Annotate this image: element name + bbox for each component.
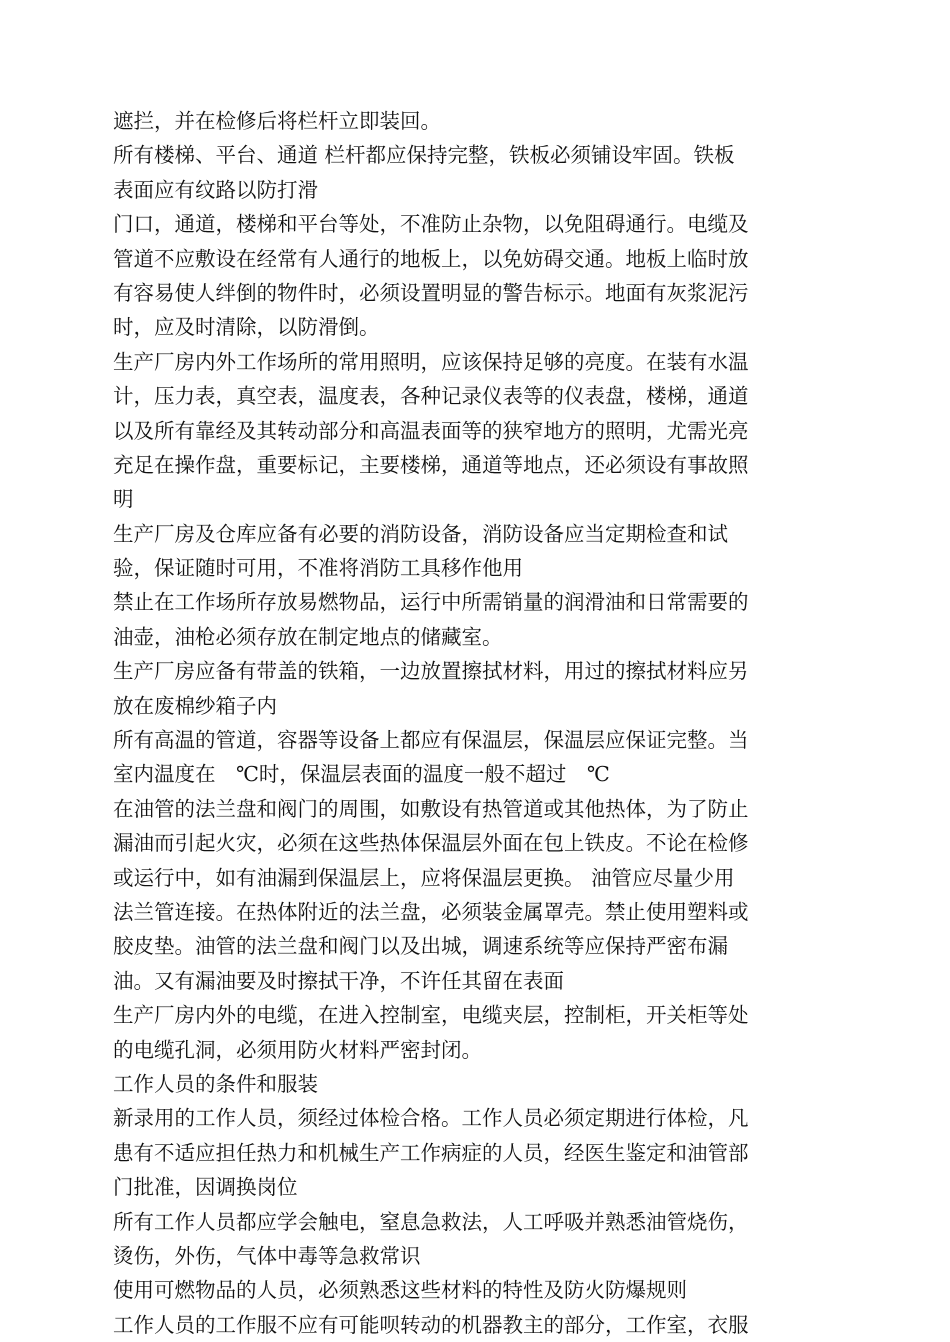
text-line: 油壶，油枪必须存放在制定地点的储藏室。: [113, 624, 503, 649]
text-line: 生产厂房内外的电缆，在进入控制室，电缆夹层，控制柜，开关柜等处: [113, 1003, 749, 1028]
text-line: 门口，通道，楼梯和平台等处，不准防止杂物，以免阻碍通行。电缆及: [113, 212, 749, 237]
text-line: 放在废棉纱箱子内: [113, 693, 277, 718]
text-line: 在油管的法兰盘和阀门的周围，如敷设有热管道或其他热体，为了防止: [113, 796, 749, 821]
text-line: 生产厂房及仓库应备有必要的消防设备，消防设备应当定期检查和试: [113, 521, 728, 546]
text-line: 门批准，因调换岗位: [113, 1175, 298, 1200]
text-line: 或运行中，如有油漏到保温层上，应将保温层更换。 油管应尽量少用: [113, 865, 735, 890]
text-line: 法兰管连接。在热体附近的法兰盘，必须装金属罩壳。禁止使用塑料或: [113, 899, 749, 924]
text-line: 生产厂房内外工作场所的常用照明，应该保持足够的亮度。在装有水温: [113, 349, 749, 374]
text-line: 以及所有靠经及其转动部分和高温表面等的狭窄地方的照明，尤需光亮: [113, 418, 749, 443]
text-line: 所有楼梯、平台、通道 栏杆都应保持完整，铁板必须铺设牢固。铁板: [113, 143, 735, 168]
text-line: 遮拦，并在检修后将栏杆立即装回。: [113, 109, 441, 133]
section-heading: 工作人员的条件和服装: [113, 1071, 318, 1096]
text-line: 管道不应敷设在经常有人通行的地板上，以免妨碍交通。地板上临时放: [113, 246, 749, 271]
text-line: 所有高温的管道，容器等设备上都应有保温层，保温层应保证完整。当: [113, 728, 749, 753]
text-line: 漏油而引起火灾，必须在这些热体保温层外面在包上铁皮。不论在检修: [113, 831, 749, 856]
text-line: 使用可燃物品的人员，必须熟悉这些材料的特性及防火防爆规则: [113, 1278, 687, 1303]
text-line: 禁止在工作场所存放易燃物品，运行中所需销量的润滑油和日常需要的: [113, 590, 749, 615]
text-line: 有容易使人绊倒的物件时，必须设置明显的警告标示。地面有灰浆泥污: [113, 280, 749, 305]
text-line: 所有工作人员都应学会触电，窒息急救法，人工呼吸并熟悉油管烧伤，: [113, 1209, 749, 1234]
text-line: 室内温度在 ℃时，保温层表面的温度一般不超过 ℃: [113, 762, 610, 787]
text-line: 工作人员的工作服不应有可能呗转动的机器教主的部分，工作室，衣服: [113, 1312, 749, 1337]
text-line: 表面应有纹路以防打滑: [113, 177, 318, 202]
text-line: 计，压力表，真空表，温度表，各种记录仪表等的仪表盘，楼梯，通道: [113, 384, 749, 409]
text-line: 明: [113, 487, 134, 512]
text-line: 新录用的工作人员，须经过体检合格。工作人员必须定期进行体检，凡: [113, 1106, 749, 1131]
text-line: 胶皮垫。油管的法兰盘和阀门以及出城，调速系统等应保持严密布漏: [113, 934, 728, 959]
text-line: 时，应及时清除，以防滑倒。: [113, 315, 380, 340]
text-line: 的电缆孔洞，必须用防火材料严密封闭。: [113, 1037, 482, 1062]
text-line: 生产厂房应备有带盖的铁箱，一边放置擦拭材料，用过的擦拭材料应另: [113, 659, 749, 684]
text-line: 油。又有漏油要及时擦拭干净，不许任其留在表面: [113, 968, 564, 993]
document-body: [113, 104, 843, 1342]
text-line: 验，保证随时可用，不准将消防工具移作他用: [113, 556, 523, 581]
text-line: 患有不适应担任热力和机械生产工作病症的人员，经医生鉴定和油管部: [113, 1140, 749, 1165]
text-line: 烫伤，外伤，气体中毒等急救常识: [113, 1243, 421, 1268]
text-line: 充足在操作盘，重要标记，主要楼梯，通道等地点，还必须设有事故照: [113, 452, 749, 477]
